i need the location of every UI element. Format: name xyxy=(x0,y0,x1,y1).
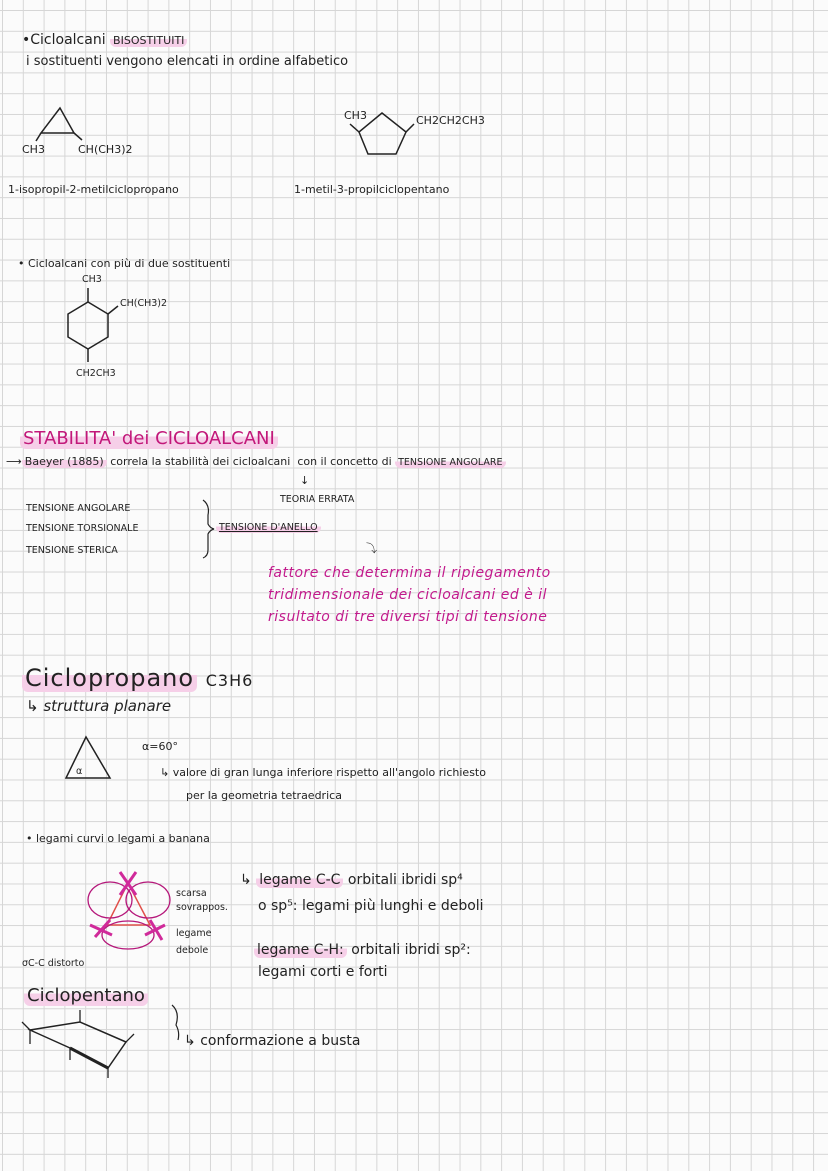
cc-rest: orbitali ibridi sp⁴ xyxy=(347,872,463,888)
formula: C3H6 xyxy=(205,671,254,690)
baeyer-hl2: TENSIONE ANGOLARE xyxy=(395,457,505,468)
title-text: Cicloalcani xyxy=(30,32,106,48)
note-line: risultato di tre diversi tipi di tensione xyxy=(268,609,548,625)
anello-text: TENSIONE D'ANELLO xyxy=(216,522,321,533)
sec4-title xyxy=(22,664,253,692)
sovrappos-label: sovrappos. xyxy=(176,902,228,913)
angle-note: ↳ valore di gran lunga inferiore rispetto all'angolo richiesto xyxy=(160,766,486,779)
struttura-planare: ↳ struttura planare xyxy=(26,697,172,715)
tension-item: TENSIONE TORSIONALE xyxy=(26,523,139,534)
debole-label: debole xyxy=(176,945,209,956)
sec3-title xyxy=(20,428,278,449)
baeyer-hl: Baeyer (1885) xyxy=(22,455,107,468)
mol1-name: 1-isopropil-2-metilciclopropano xyxy=(8,183,179,196)
ciclopropano-title: Ciclopropano xyxy=(22,664,197,692)
conf-text: conformazione a busta xyxy=(200,1033,361,1049)
mol2-sub1: CH3 xyxy=(344,109,367,122)
angle-note: per la geometria tetraedrica xyxy=(186,789,342,802)
tension-item: TENSIONE ANGOLARE xyxy=(26,503,131,514)
mol1-sub2: CH(CH3)2 xyxy=(78,143,133,156)
legame-label: legame xyxy=(176,928,212,939)
bullet: • xyxy=(22,32,31,48)
cc-line2: o sp⁵: legami più lunghi e deboli xyxy=(258,898,484,914)
title-highlight: BISOSTITUITI xyxy=(110,34,187,47)
note-line: fattore che determina il ripiegamento xyxy=(268,565,551,581)
down-arrow-icon: ↓ xyxy=(300,474,310,487)
cc-line: ↳ legame C-C orbitali ibridi sp⁴ xyxy=(240,872,463,888)
ch-hl: legame C-H: xyxy=(254,942,347,958)
curved-arrow-icon: ⤵ xyxy=(366,542,377,555)
sec1-desc: i sostituenti vengono elencati in ordine alfabetico xyxy=(26,54,349,69)
ch-rest: orbitali ibridi sp²: xyxy=(351,942,471,958)
ch-line2: legami corti e forti xyxy=(258,964,388,980)
angle-value: α=60° xyxy=(142,740,178,753)
mol1-sub1: CH3 xyxy=(22,143,45,156)
teoria-errata: TEORIA ERRATA xyxy=(280,494,355,505)
baeyer-text2: con il concetto di xyxy=(297,455,392,468)
sec2-sub-bottom: CH2CH3 xyxy=(76,368,116,379)
ch-line xyxy=(254,942,471,958)
alpha-label: α xyxy=(76,766,83,777)
note-line: tridimensionale dei cicloalcani ed è il xyxy=(268,587,548,603)
baeyer-line: ⟶ Baeyer (1885) correla la stabilità dei cicloalcani con il concetto di TENSIONE ANGOLARE xyxy=(6,455,506,468)
sec5-title xyxy=(24,985,148,1006)
cc-hl: legame C-C xyxy=(256,872,343,888)
baeyer-text: correla la stabilità dei cicloalcani xyxy=(110,455,291,468)
conf-line: ↳ conformazione a busta xyxy=(184,1033,361,1049)
bonds-title: • legami curvi o legami a banana xyxy=(26,832,210,845)
sec1-title xyxy=(22,32,187,48)
distorto-label: σC-C distorto xyxy=(22,958,85,969)
sec2-sub-top: CH3 xyxy=(82,274,102,285)
tension-item: TENSIONE STERICA xyxy=(26,545,118,556)
ciclopentano-title: Ciclopentano xyxy=(24,985,148,1006)
sec2-title: • Cicloalcani con più di due sostituenti xyxy=(18,257,231,270)
scarsa-label: scarsa xyxy=(176,888,207,899)
mol2-name: 1-metil-3-propilciclopentano xyxy=(294,183,450,196)
envelope-conformation-structure xyxy=(0,0,1,1)
sec2-sub-right: CH(CH3)2 xyxy=(120,298,168,309)
sec3-title-text: STABILITA' dei CICLOALCANI xyxy=(20,428,278,449)
mol2-sub2: CH2CH2CH3 xyxy=(416,114,485,127)
anello xyxy=(216,522,321,533)
